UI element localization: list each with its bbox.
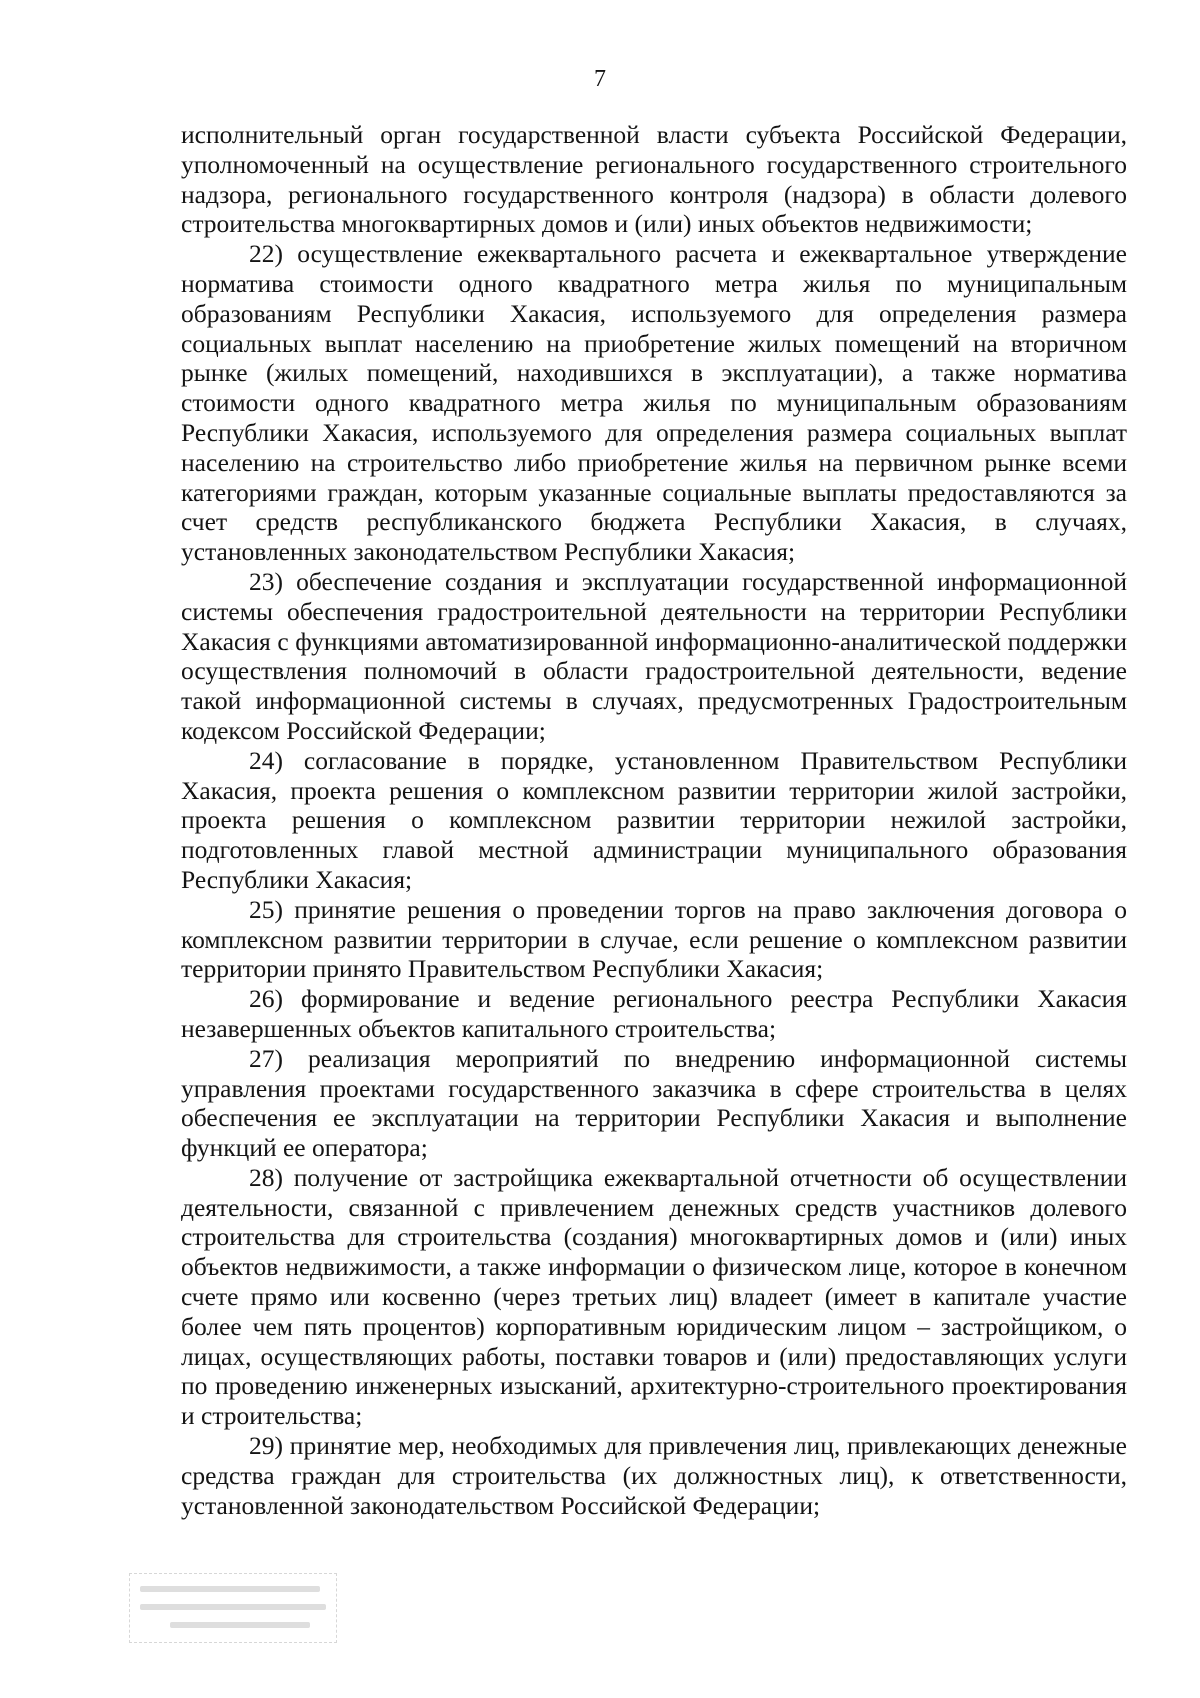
list-item-24: 24) согласование в порядке, установленном Правительством Республики Хакасия, проекта решения о комплексном развитии территории жилой застройки, проекта решения о комплексном развитии территории нежилой застройки, подготовленных главой местной администрации муниципального образования Республики Хакасия;: [181, 745, 1127, 894]
list-item-28: 28) получение от застройщика ежеквартальной отчетности об осуществлении деятельности, связанной с привлечением денежных средств участников долевого строительства для строительства (создания) многоквартирных домов и (или) иных объектов недвижимости, а также информации о физическом лице, которое в конечном счете прямо или косвенно (через третьих лиц) владеет (имеет в капитале участие более чем пять процентов) корпоративным юридическим лицом – застройщиком, о лицах, осуществляющих работы, поставки товаров и (или) предоставляющих услуги по проведению инженерных изысканий, архитектурно-строительного проектирования и строительства;: [181, 1162, 1127, 1431]
list-item-25: 25) принятие решения о проведении торгов на право заключения договора о комплексном развитии территории в случае, если решение о комплексном развитии территории принято Правительством Республики Хакасия;: [181, 894, 1127, 984]
list-item-22: 22) осуществление ежеквартального расчета и ежеквартальное утверждение норматива стоимости одного квадратного метра жилья по муниципальным образованиям Республики Хакасия, используемого для определения размера социальных выплат населению на приобретение жилых помещений на вторичном рынке (жилых помещений, находившихся в эксплуатации), а также норматива стоимости одного квадратного метра жилья по муниципальным образованиям Республики Хакасия, используемого для определения размера социальных выплат населению на строительство либо приобретение жилья на первичном рынке всеми категориями граждан, которым указанные социальные выплаты предоставляются за счет средств республиканского бюджета Республики Хакасия, в случаях, установленных законодательством Республики Хакасия;: [181, 239, 1127, 567]
page-number: 7: [594, 66, 606, 92]
list-item-26: 26) формирование и ведение регионального реестра Республики Хакасия незавершенных объектов капитального строительства;: [181, 984, 1127, 1043]
list-item-23: 23) обеспечение создания и эксплуатации государственной информационной системы обеспечения градостроительной деятельности на территории Республики Хакасия с функциями автоматизированной информационно-аналитической поддержки осуществления полномочий в области градостроительной деятельности, ведение такой информационной системы в случаях, предусмотренных Градостроительным кодексом Российской Федерации;: [181, 566, 1127, 745]
document-body: [181, 120, 1127, 1520]
faint-stamp: [129, 1573, 337, 1643]
list-item-29: 29) принятие мер, необходимых для привлечения лиц, привлекающих денежные средства граждан для строительства (их должностных лиц), к ответственности, установленной законодательством Российской Федерации;: [181, 1431, 1127, 1520]
list-item-27: 27) реализация мероприятий по внедрению информационной системы управления проектами государственного заказчика в сфере строительства в целях обеспечения ее эксплуатации на территории Республики Хакасия и выполнение функций ее оператора;: [181, 1043, 1127, 1163]
paragraph-continuation: исполнительный орган государственной власти субъекта Российской Федерации, уполномоченный на осуществление регионального государственного строительного надзора, регионального государственного контроля (надзора) в области долевого строительства многоквартирных домов и (или) иных объектов недвижимости;: [181, 120, 1127, 239]
